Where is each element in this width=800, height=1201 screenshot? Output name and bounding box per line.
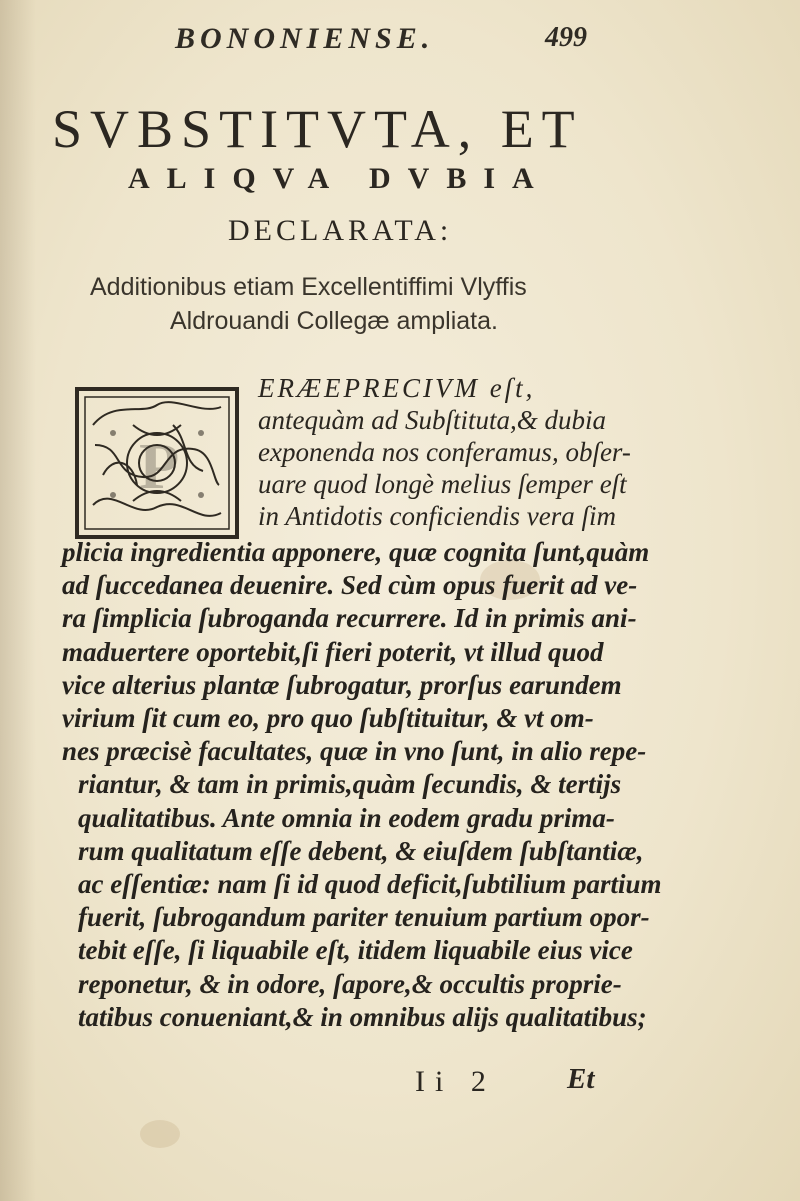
- opening-line: antequàm ad Subſtituta,& dubia: [258, 405, 606, 435]
- title-line-1: SVBSTITVTA, ET: [52, 99, 583, 159]
- binding-shadow: [0, 0, 36, 1201]
- body-line: ra ſimplicia ſubroganda recurrere. Id in primis ani-: [62, 603, 637, 634]
- body-text: [62, 536, 692, 1034]
- body-line: fuerit, ſubrogandum pariter tenuium partium opor-: [78, 902, 650, 933]
- signature-mark: Ii 2: [415, 1065, 496, 1098]
- body-line: nes præcisè facultates, quæ in vno ſunt, in alio repe-: [62, 736, 647, 767]
- opening-lines: [258, 372, 653, 532]
- opening-line: exponenda nos conferamus, obſer-: [258, 437, 631, 467]
- opening-line: in Antidotis conficiendis vera ſim: [258, 501, 616, 531]
- opening-line: uare quod longè melius ſemper eſt: [258, 469, 627, 499]
- body-line: rum qualitatum eſſe debent, & eiuſdem ſubſtantiæ,: [78, 835, 644, 866]
- subtitle: [90, 270, 650, 338]
- body-line: virium ſit cum eo, pro quo ſubſtituitur, & vt om-: [62, 703, 594, 734]
- body-line: vice alterius plantæ ſubrogatur, prorſus earundem: [62, 669, 622, 700]
- decorated-initial: [73, 385, 241, 541]
- initial-letter: P: [139, 430, 180, 503]
- body-line: riantur, & tam in primis,quàm ſecundis, & tertijs: [78, 769, 622, 800]
- body-line: tebit eſſe, ſi liquabile eſt, itidem liquabile eius vice: [78, 935, 633, 966]
- body-line: tatibus conueniant,& in omnibus alijs qualitatibus;: [78, 1001, 647, 1032]
- subtitle-line-1: Additionibus etiam Excellentiffimi Vlyffis: [90, 273, 527, 301]
- body-line: maduertere oportebit,ſi fieri poterit, vt illud quod: [62, 636, 604, 667]
- running-head: BONONIENSE.: [175, 22, 435, 55]
- body-line: plicia ingredientia apponere, quæ cognita ſunt,quàm: [62, 537, 650, 567]
- subtitle-line-2: Aldrouandi Collegæ ampliata.: [170, 307, 498, 335]
- title-line-3: DECLARATA:: [228, 214, 453, 247]
- catchword: Et: [567, 1063, 595, 1095]
- title-line-2: ALIQVA DVBIA: [128, 162, 551, 195]
- opening-line: ERÆEPRECIVM eſt,: [258, 373, 536, 403]
- body-line: ac eſſentiæ: nam ſi id quod deficit,ſubtilium partium: [78, 869, 662, 900]
- body-line: ad ſuccedanea deuenire. Sed cùm opus fuerit ad ve-: [62, 570, 638, 601]
- page-number: 499: [545, 22, 587, 53]
- paper-stain: [140, 1120, 180, 1148]
- body-line: qualitatibus. Ante omnia in eodem gradu prima-: [78, 802, 615, 833]
- body-line: reponetur, & in odore, ſapore,& occultis proprie-: [78, 968, 622, 999]
